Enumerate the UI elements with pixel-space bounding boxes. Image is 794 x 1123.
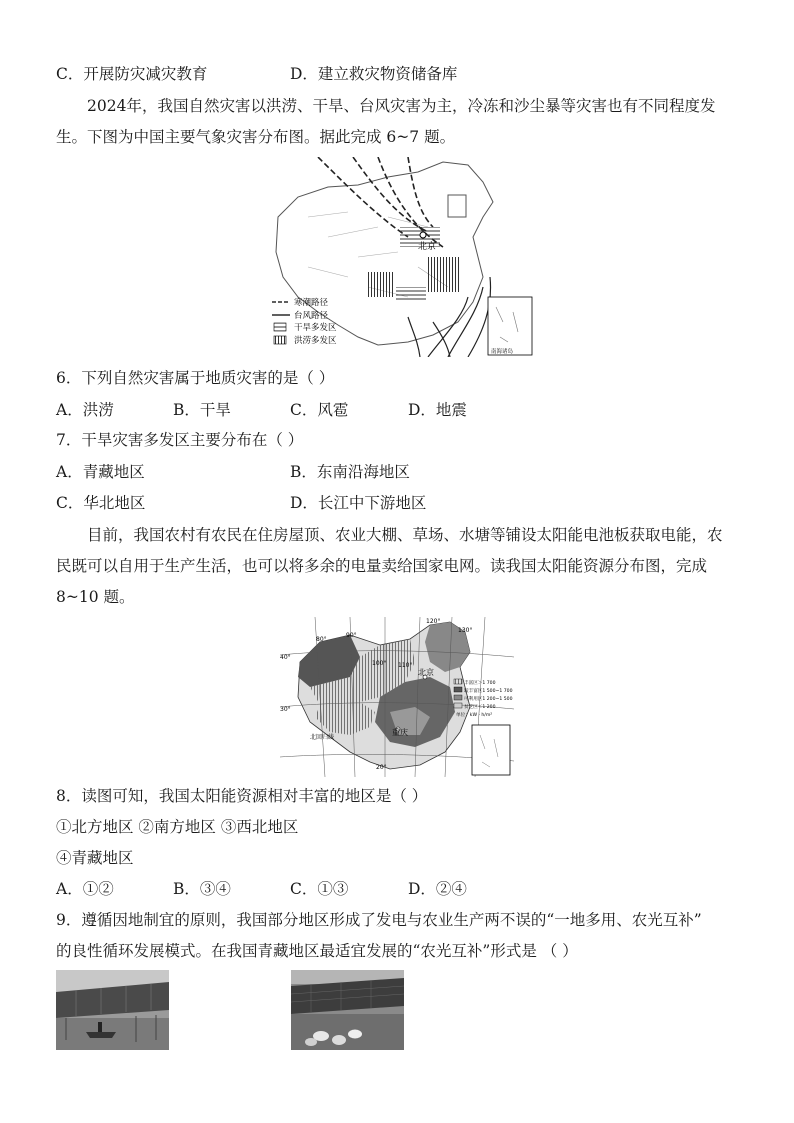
- map1-legend-cold-wave: 寒潮路径: [294, 298, 329, 308]
- q6-option-d[interactable]: D．地震: [408, 401, 467, 419]
- map2-chongqing-label: 重庆: [392, 728, 408, 737]
- map2-lon-90: 90°: [346, 632, 357, 639]
- map2-legend-rich: 丰富区＞1 700: [464, 681, 496, 686]
- map2-lon-110: 110°: [398, 662, 413, 669]
- map2-lon-120: 120°: [426, 618, 441, 625]
- map2-lat-20: 20°: [376, 764, 387, 771]
- q7-option-a[interactable]: A．青藏地区: [56, 463, 145, 481]
- prev-option-d: D．建立救灾物资储备库: [290, 65, 458, 83]
- intro1-line1: 2024年，我国自然灾害以洪涝、干旱、台风灾害为主，冷冻和沙尘暴等灾害也有不同程度发: [87, 97, 716, 115]
- q6-stem: 6．下列自然灾害属于地质灾害的是（ ）: [56, 369, 335, 387]
- q6-option-b[interactable]: B．干旱: [173, 401, 231, 419]
- q7-stem: 7．干旱灾害多发区主要分布在（ ）: [56, 431, 304, 449]
- map2-unit: 单位：kW · h/m²: [456, 713, 493, 718]
- q8-option-b[interactable]: B．③④: [173, 880, 231, 898]
- intro1-line2: 生。下图为中国主要气象灾害分布图。据此完成 6~7 题。: [56, 128, 456, 146]
- map2-legend-poor: 贫乏区＜1 200: [464, 705, 496, 710]
- intro2-line1: 目前，我国农村有农民在住房屋顶、农业大棚、草场、水塘等铺设太阳能电池板获取电能，农: [87, 526, 723, 544]
- q7-option-c[interactable]: C．华北地区: [56, 494, 146, 512]
- q8-items-line2: ④青藏地区: [56, 849, 134, 867]
- q8-stem: 8．读图可知，我国太阳能资源相对丰富的地区是（ ）: [56, 787, 428, 805]
- map1-beijing-label: 北京: [418, 242, 437, 252]
- q6-option-c[interactable]: C．风雹: [290, 401, 349, 419]
- q7-option-b[interactable]: B．东南沿海地区: [290, 463, 410, 481]
- fishery-solar-photo: [56, 970, 169, 1050]
- q9-stem-line1: 9．遵循因地制宜的原则，我国部分地区形成了发电与农业生产两不误的“一地多用、农光互补”: [56, 911, 702, 929]
- map2-beijing-label: 北京: [418, 668, 434, 677]
- solar-resource-map: [280, 617, 514, 777]
- map2-lat-30: 30°: [280, 706, 291, 713]
- q9-stem-line2: 的良性循环发展模式。在我国青藏地区最适宜发展的“农光互补”形式是 （ ）: [56, 942, 578, 960]
- intro2-line3: 8~10 题。: [56, 588, 135, 606]
- q8-option-d[interactable]: D．②④: [408, 880, 467, 898]
- q8-option-a[interactable]: A．①②: [56, 880, 114, 898]
- map2-legend-usable: 可利用区1 200~1 500: [464, 697, 513, 702]
- map2-legend-fairly-rich: 较丰富区1 500~1 700: [464, 689, 513, 694]
- map1-legend-drought: 干旱多发区: [294, 323, 337, 333]
- map1-inset-label: 南海诸岛: [491, 349, 514, 355]
- disaster-distribution-map: [268, 157, 534, 357]
- map2-lat-40: 40°: [280, 654, 291, 661]
- prev-option-c: C．开展防灾减灾教育: [56, 65, 208, 83]
- q6-option-a[interactable]: A．洪涝: [56, 401, 114, 419]
- map2-lon-130: 130°: [458, 627, 473, 634]
- q8-items-line1: ①北方地区 ②南方地区 ③西北地区: [56, 818, 299, 836]
- map2-tropic-label: 北回归线: [310, 734, 335, 741]
- map2-lon-80: 80°: [316, 636, 327, 643]
- map1-legend-typhoon: 台风路径: [294, 311, 329, 321]
- q7-option-d[interactable]: D．长江中下游地区: [290, 494, 427, 512]
- map2-lon-100: 100°: [372, 660, 387, 667]
- q8-option-c[interactable]: C．①③: [290, 880, 349, 898]
- map1-legend-flood: 洪涝多发区: [294, 336, 337, 346]
- grazing-solar-photo: [291, 970, 404, 1050]
- intro2-line2: 民既可以自用于生产生活，也可以将多余的电量卖给国家电网。读我国太阳能资源分布图，完成: [56, 557, 708, 575]
